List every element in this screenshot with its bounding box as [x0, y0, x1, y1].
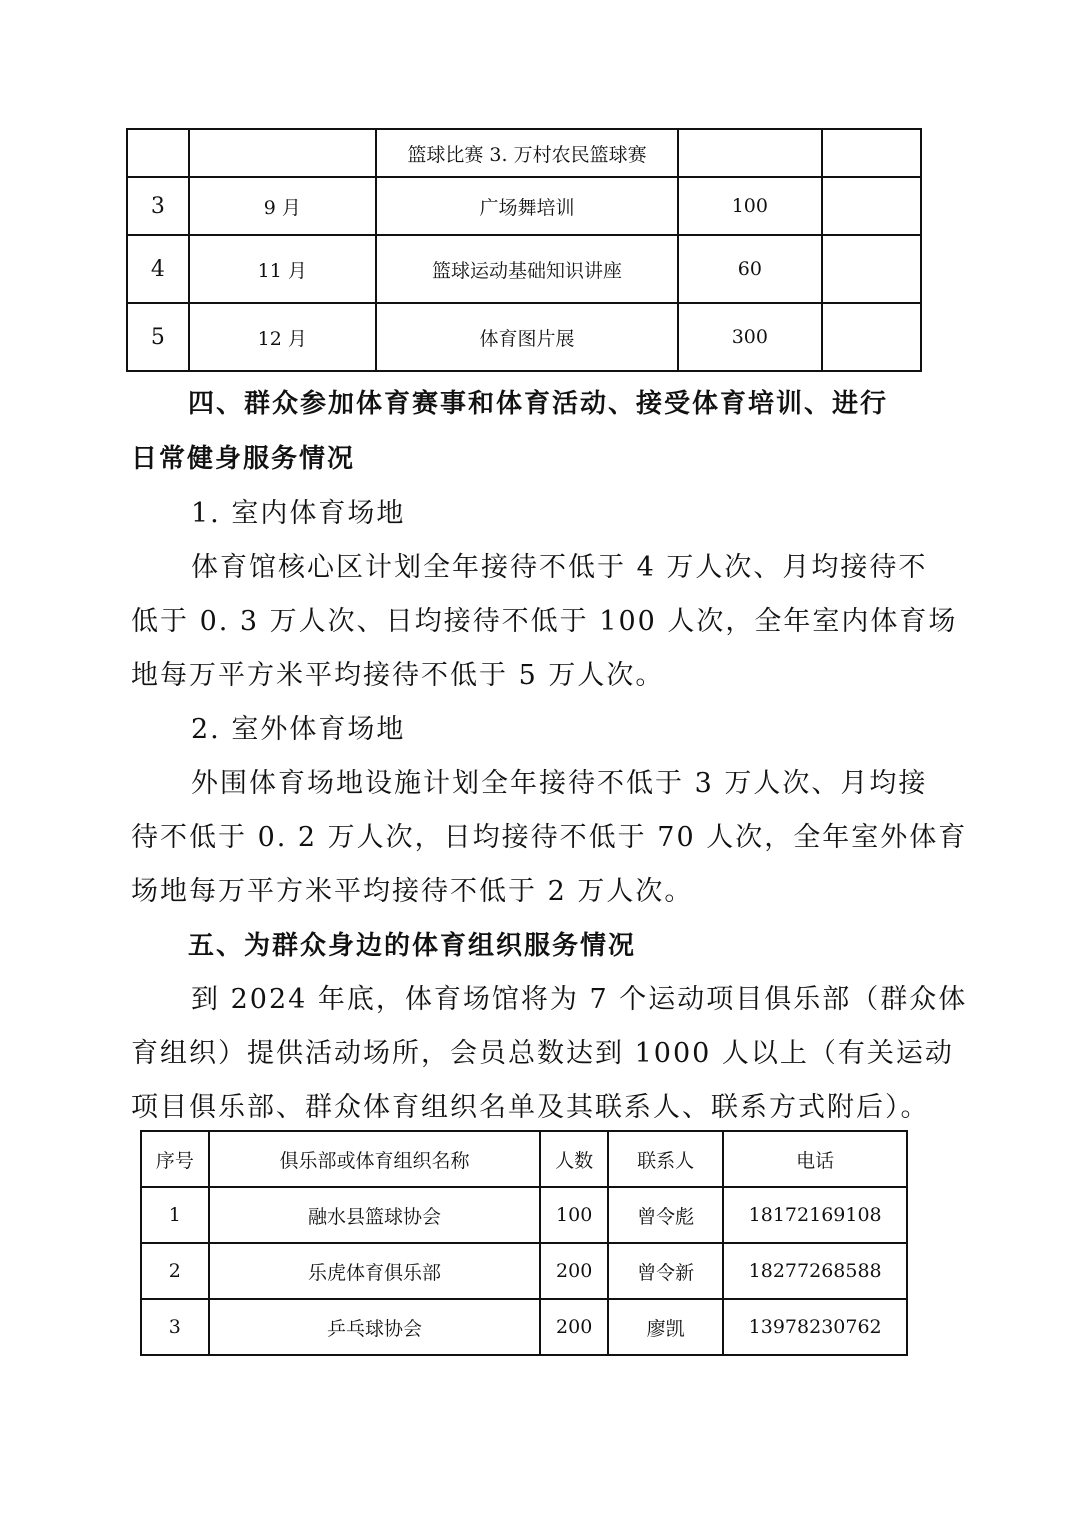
header-number: 序号	[141, 1131, 209, 1187]
activities-table	[126, 128, 922, 372]
table-row	[127, 129, 921, 177]
section5-line: 育组织）提供活动场所，会员总数达到 1000 人以上（有关运动	[131, 1038, 954, 1069]
club-contact: 曾令彪	[608, 1187, 723, 1243]
row-event: 体育图片展	[376, 303, 678, 371]
row-month: 11 月	[189, 235, 376, 303]
club-count: 100	[540, 1187, 608, 1243]
club-contact: 曾令新	[608, 1243, 723, 1299]
row-event: 篮球运动基础知识讲座	[376, 235, 678, 303]
club-phone: 18277268588	[723, 1243, 907, 1299]
header-contact: 联系人	[608, 1131, 723, 1187]
table-row	[127, 177, 921, 235]
table-row	[141, 1299, 907, 1355]
club-count: 200	[540, 1243, 608, 1299]
club-number: 2	[141, 1243, 209, 1299]
section5-line: 到 2024 年底，体育场馆将为 7 个运动项目俱乐部（群众体	[191, 984, 968, 1015]
row-note	[822, 129, 921, 177]
section5-heading: 五、为群众身边的体育组织服务情况	[188, 931, 637, 961]
table-row	[127, 303, 921, 371]
outdoor-line: 场地每万平方米平均接待不低于 2 万人次。	[131, 876, 694, 907]
row-month: 12 月	[189, 303, 376, 371]
table-header-row	[141, 1131, 907, 1187]
row-number: 5	[127, 303, 189, 371]
row-event: 广场舞培训	[376, 177, 678, 235]
row-count	[678, 129, 821, 177]
club-number: 3	[141, 1299, 209, 1355]
club-phone: 13978230762	[723, 1299, 907, 1355]
row-number: 3	[127, 177, 189, 235]
subheading-outdoor: 2. 室外体育场地	[191, 714, 406, 745]
indoor-line: 体育馆核心区计划全年接待不低于 4 万人次、月均接待不	[191, 552, 928, 583]
club-phone: 18172169108	[723, 1187, 907, 1243]
club-contact: 廖凯	[608, 1299, 723, 1355]
row-month	[189, 129, 376, 177]
row-count: 100	[678, 177, 821, 235]
row-note	[822, 177, 921, 235]
club-count: 200	[540, 1299, 608, 1355]
row-month: 9 月	[189, 177, 376, 235]
club-name: 融水县篮球协会	[209, 1187, 541, 1243]
row-event: 篮球比赛 3. 万村农民篮球赛	[376, 129, 678, 177]
table-row	[141, 1243, 907, 1299]
subheading-indoor: 1. 室内体育场地	[191, 498, 406, 529]
table-row	[141, 1187, 907, 1243]
outdoor-line: 外围体育场地设施计划全年接待不低于 3 万人次、月均接	[191, 768, 928, 799]
section5-line: 项目俱乐部、群众体育组织名单及其联系人、联系方式附后）。	[131, 1092, 930, 1123]
section4-heading-line2: 日常健身服务情况	[131, 444, 356, 474]
row-note	[822, 235, 921, 303]
header-name: 俱乐部或体育组织名称	[209, 1131, 541, 1187]
club-name: 乐虎体育俱乐部	[209, 1243, 541, 1299]
row-count: 60	[678, 235, 821, 303]
section4-heading-line1: 四、群众参加体育赛事和体育活动、接受体育培训、进行	[188, 389, 889, 419]
row-note	[822, 303, 921, 371]
header-phone: 电话	[723, 1131, 907, 1187]
row-number	[127, 129, 189, 177]
club-name: 乒乓球协会	[209, 1299, 541, 1355]
row-count: 300	[678, 303, 821, 371]
header-count: 人数	[540, 1131, 608, 1187]
outdoor-line: 待不低于 0. 2 万人次，日均接待不低于 70 人次，全年室外体育	[131, 822, 968, 853]
club-number: 1	[141, 1187, 209, 1243]
row-number: 4	[127, 235, 189, 303]
indoor-line: 低于 0. 3 万人次、日均接待不低于 100 人次，全年室内体育场	[131, 606, 958, 637]
clubs-table	[140, 1130, 908, 1356]
indoor-line: 地每万平方米平均接待不低于 5 万人次。	[131, 660, 665, 691]
table-row	[127, 235, 921, 303]
